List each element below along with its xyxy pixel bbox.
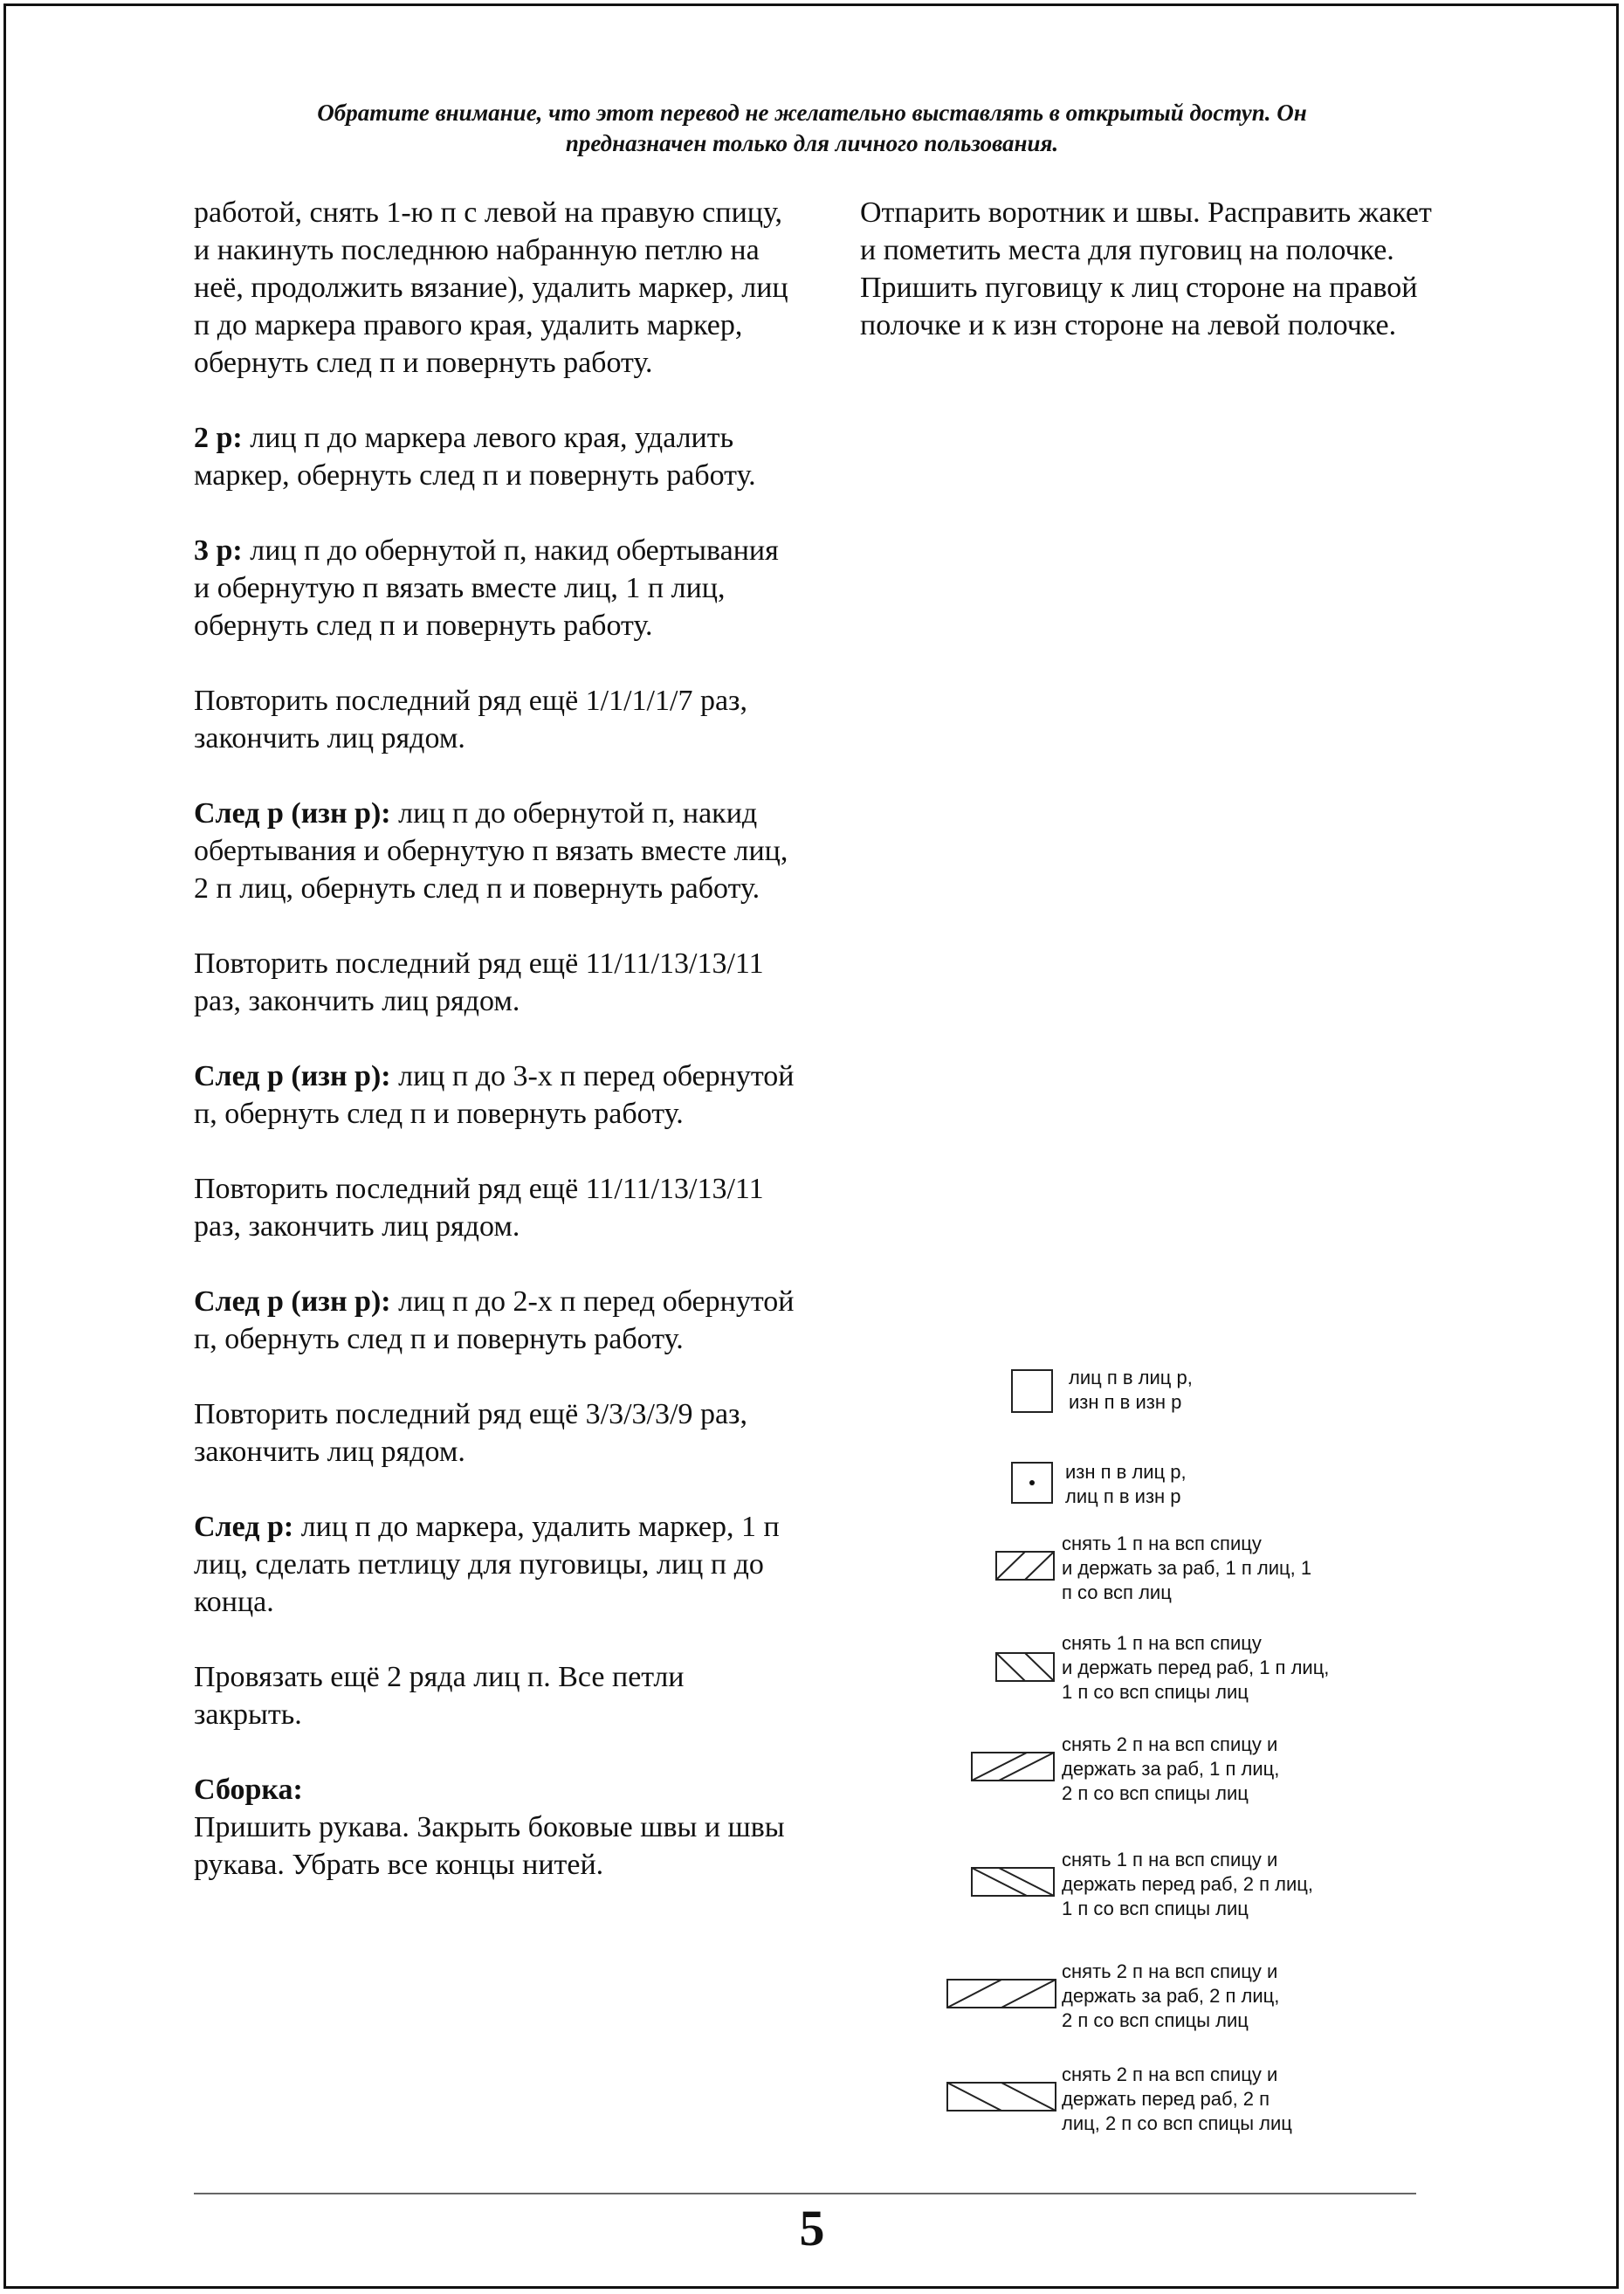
paragraph: Повторить последний ряд ещё 3/3/3/3/9 раз, закончить лиц рядом.: [194, 1398, 747, 1468]
paragraph: Отпарить воротник и швы. Расправить жакет и пометить места для пуговиц на полочке. Пришить пуговицу к лиц стороне на правой полочке и к изн стороне на левой полочке.: [860, 196, 1432, 341]
paragraph: След р (изн р): лиц п до 3-х п перед обернутой п, обернуть след п и повернуть работу.: [194, 1060, 795, 1130]
paragraph: Повторить последний ряд ещё 11/11/13/13/11 раз, закончить лиц рядом.: [194, 947, 764, 1017]
knit-square-icon: [1011, 1369, 1053, 1413]
paragraph: Сборка: Пришить рукава. Закрыть боковые швы и швы рукава. Убрать все концы нитей.: [194, 1774, 785, 1881]
cross-1-2-left-icon: [971, 1867, 1055, 1897]
row-label: След р (изн р):: [194, 1060, 391, 1092]
paragraph: След р: лиц п до маркера, удалить маркер, 1 п лиц, сделать петлицу для пуговицы, лиц п до конца.: [194, 1511, 780, 1618]
cross-1-1-left-icon: [995, 1652, 1055, 1682]
legend-item: изн п в лиц р, лиц п в изн р: [952, 1460, 1441, 1532]
notice-line-1: Обратите внимание, что этот перевод не желательно выставлять в открытый доступ. Он: [317, 100, 1307, 126]
legend-item: снять 2 п на всп спицу и держать за раб, 2 п лиц, 2 п со всп спицы лиц: [952, 1960, 1441, 2063]
paragraph: 3 р: лиц п до обернутой п, накид обертывания и обернутую п вязать вместе лиц, 1 п лиц, обернуть след п и повернуть работу.: [194, 534, 779, 642]
cross-2-2-left-icon: [946, 2082, 1056, 2111]
row-label: 2 р:: [194, 422, 243, 454]
footer-divider: [194, 2193, 1416, 2194]
paragraph: Провязать ещё 2 ряда лиц п. Все петли закрыть.: [194, 1661, 685, 1731]
paragraph: Повторить последний ряд ещё 11/11/13/13/11 раз, закончить лиц рядом.: [194, 1173, 764, 1243]
page-number: 5: [799, 2200, 825, 2256]
symbol-legend: [952, 1362, 1441, 2159]
notice-line-2: предназначен только для личного пользования.: [565, 130, 1059, 156]
row-label: След р (изн р):: [194, 1285, 391, 1318]
translation-notice: [201, 98, 1423, 159]
legend-item: снять 2 п на всп спицу и держать за раб, 1 п лиц, 2 п со всп спицы лиц: [952, 1733, 1441, 1848]
section-heading: Сборка:: [194, 1774, 303, 1806]
paragraph: След р (изн р): лиц п до обернутой п, накид обертывания и обернутую п вязать вместе лиц, 2 п лиц, обернуть след п и повернуть работу.: [194, 797, 788, 905]
legend-item: снять 2 п на всп спицу и держать перед раб, 2 п лиц, 2 п со всп спицы лиц: [952, 2063, 1441, 2159]
cross-2-1-right-icon: [971, 1752, 1055, 1781]
paragraph: Повторить последний ряд ещё 1/1/1/1/7 раз, закончить лиц рядом.: [194, 685, 747, 754]
left-column: [194, 194, 796, 1921]
paragraph: 2 р: лиц п до маркера левого края, удалить маркер, обернуть след п и повернуть работу.: [194, 422, 756, 492]
legend-item: лиц п в лиц р, изн п в изн р: [952, 1362, 1441, 1460]
paragraph: работой, снять 1-ю п с левой на правую спицу, и накинуть последнюю набранную петлю на неё, продолжить вязание), удалить маркер, лиц п до маркера правого края, удалить маркер, обернуть след п и повернуть работу.: [194, 196, 788, 379]
legend-item: снять 1 п на всп спицу и держать перед раб, 1 п лиц, 1 п со всп спицы лиц: [952, 1631, 1441, 1733]
paragraph: След р (изн р): лиц п до 2-х п перед обернутой п, обернуть след п и повернуть работу.: [194, 1285, 795, 1355]
row-label: 3 р:: [194, 534, 243, 567]
purl-dot-icon: [1011, 1462, 1053, 1504]
cross-2-2-right-icon: [946, 1979, 1056, 2008]
right-column: [860, 194, 1436, 382]
row-label: След р (изн р):: [194, 797, 391, 830]
legend-item: снять 1 п на всп спицу и держать за раб, 1 п лиц, 1 п со всп лиц: [952, 1532, 1441, 1631]
legend-item: снять 1 п на всп спицу и держать перед раб, 2 п лиц, 1 п со всп спицы лиц: [952, 1848, 1441, 1960]
row-label: След р:: [194, 1511, 294, 1543]
cross-1-1-right-icon: [995, 1551, 1055, 1581]
